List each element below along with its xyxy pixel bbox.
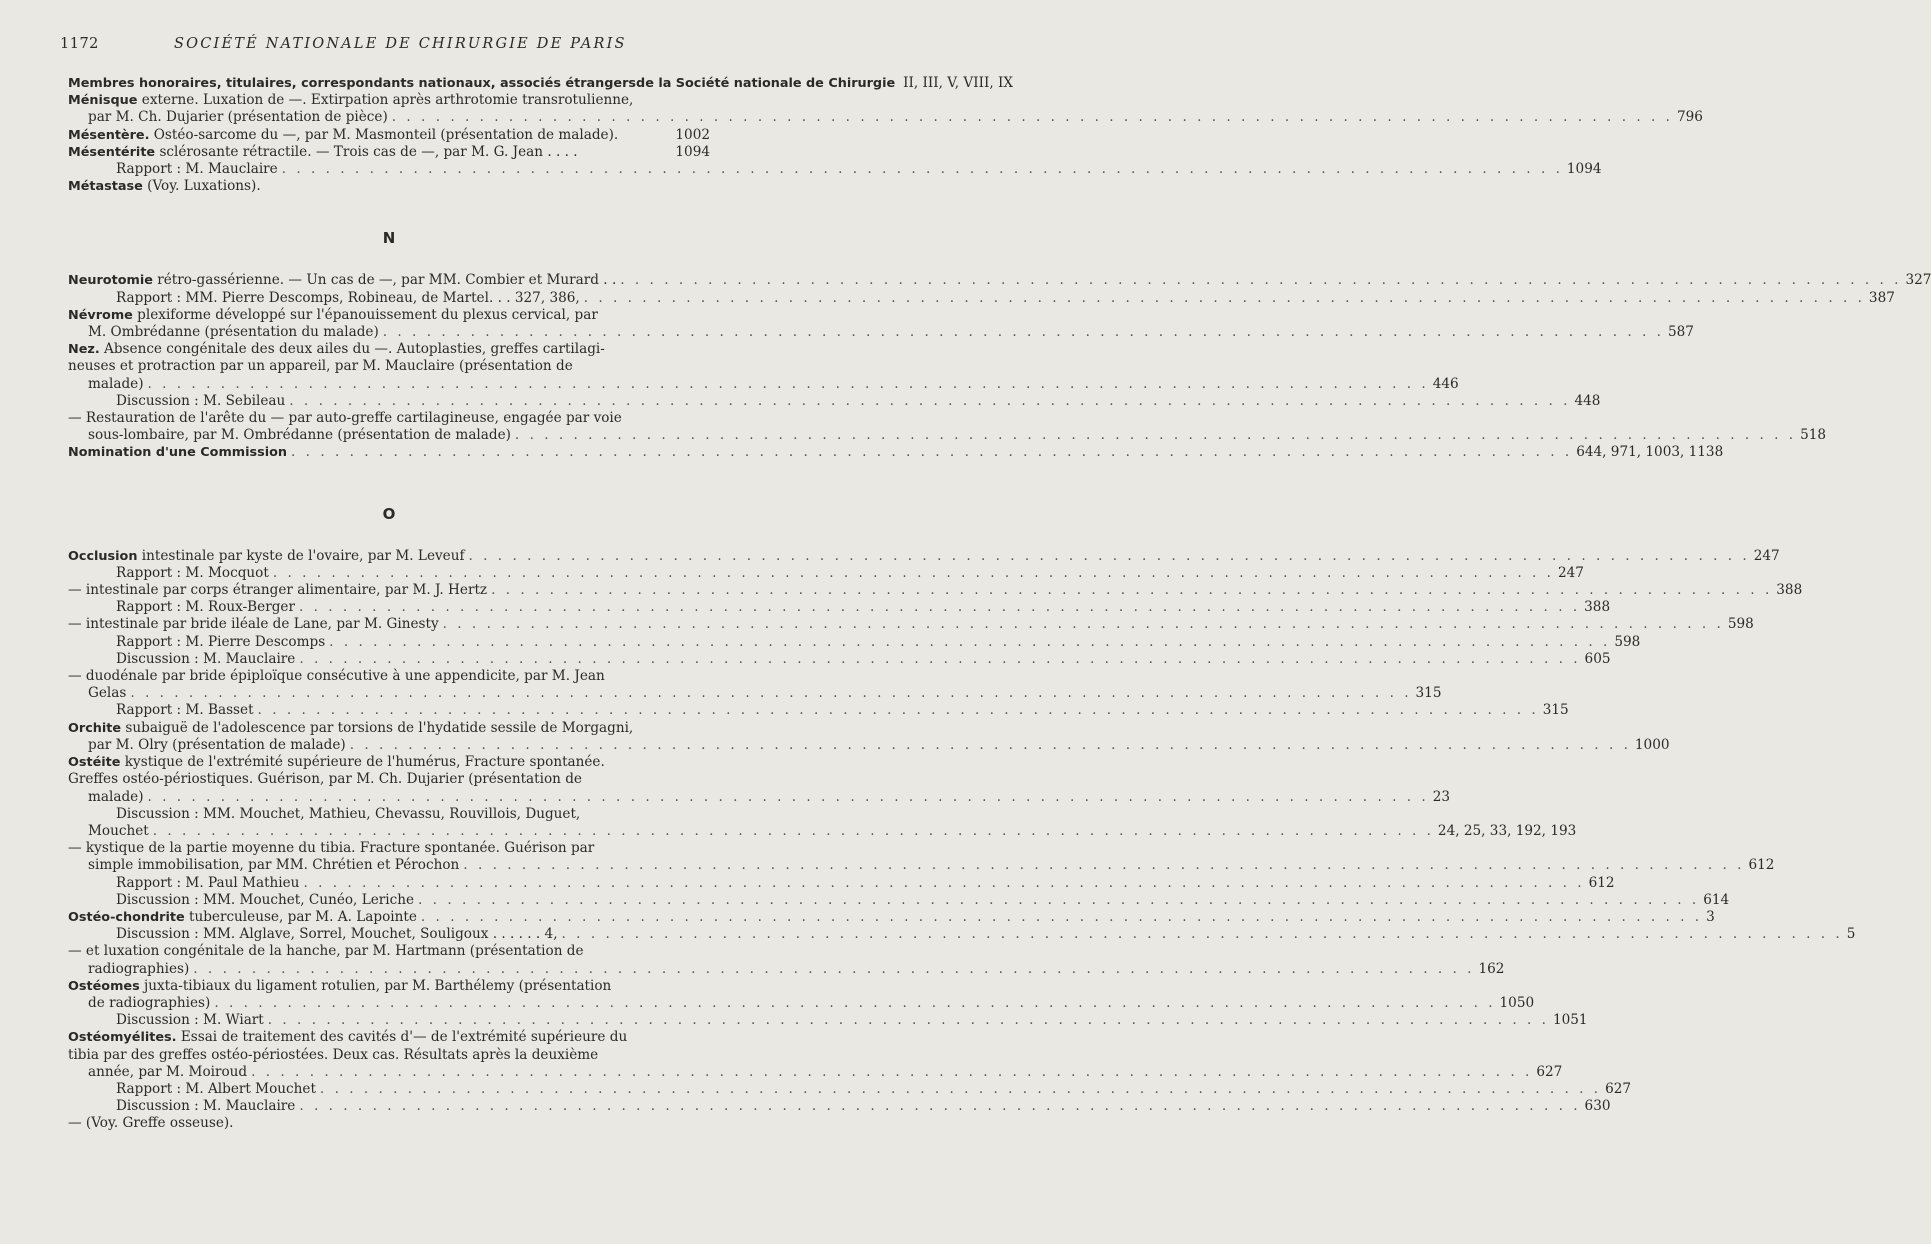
entry-last-line (68, 994, 1535, 1012)
page-refs: 614 (1703, 891, 1730, 908)
entry-heading: Ostéo-chondrite (68, 909, 185, 925)
entry-text (88, 427, 511, 444)
entry-text-body: — intestinale par corps étranger alimentaire, par M. J. Hertz (68, 582, 488, 599)
entry-heading: Mésentérite (68, 144, 156, 160)
entry-text: Absence congénitale des deux ailes du —. Autoplasties, greffes cartilagi- (99, 341, 605, 358)
entry-line: — duodénale par bride épiploïque consécutive à une appendicite, par M. Jean (68, 668, 605, 685)
entry-last-line (116, 633, 1641, 651)
entry-line (68, 1029, 710, 1046)
entry-last-line (116, 926, 1856, 943)
entry-last-line (68, 1115, 710, 1132)
entry-text-body: rétro-gassérienne. — Un cas de —, par MM. Combier et Murard . . (152, 272, 617, 289)
leader-dots (289, 393, 1570, 410)
entry-text-body: Discussion : M. Mauclaire (116, 650, 296, 667)
leader-dots (153, 823, 1434, 840)
section-letter-o: O (382, 504, 396, 523)
entry-last-line (68, 324, 1694, 341)
leader-dots (303, 875, 1584, 892)
page-refs: 5 (1846, 926, 1856, 943)
entry-text-body: Discussion : M. Sebileau (116, 392, 286, 409)
index-entry (68, 977, 1535, 1012)
entry-last-line (68, 822, 1577, 840)
entry-text (88, 789, 144, 806)
entry-heading: Métastase (68, 179, 143, 195)
entry-line: tibia par des greffes ostéo-périostées. Deux cas. Résultats après la deuxième (68, 1046, 599, 1063)
entry-last-line (68, 736, 1670, 754)
entry-text (68, 548, 465, 565)
entry-heading: Mésentère. (68, 127, 150, 143)
entry-text (68, 127, 618, 144)
leader-dots (383, 324, 1664, 341)
entry-text-body: Rapport : M. Paul Mathieu (116, 874, 300, 891)
index-entry (68, 1012, 1588, 1029)
page-refs: 1000 (1634, 736, 1670, 753)
entry-text (116, 926, 558, 943)
entry-line: Discussion : MM. Mouchet, Mathieu, Chevassu, Rouvillois, Duguet, (116, 805, 581, 822)
page-refs: 1094 (675, 143, 710, 160)
entry-text (116, 634, 325, 651)
entry-last-line (68, 75, 1014, 92)
leader-dots (418, 892, 1699, 909)
index-entry (68, 668, 1442, 702)
entry-heading: Membres honoraires, titulaires, correspondants nationaux, associés étrangers (68, 76, 637, 91)
entry-text-body: Mouchet (88, 822, 149, 839)
entry-text (116, 651, 295, 668)
leader-dots (392, 109, 1673, 126)
entry-text-body: sclérosante rétractile. — Trois cas de —, par M. G. Jean . . . . (155, 143, 578, 160)
section-o (68, 547, 1856, 1133)
leader-dots (299, 1098, 1580, 1115)
page-refs: 24, 25, 33, 192, 193 (1437, 822, 1577, 839)
entry-last-line (68, 547, 1780, 565)
entry-text (116, 1012, 264, 1029)
entry-last-line (116, 392, 1601, 410)
index-entry (68, 719, 1670, 754)
page-refs: 315 (1415, 685, 1442, 702)
entry-text-body: Discussion : M. Wiart (116, 1012, 264, 1029)
entry-text-body: malade) (88, 375, 144, 392)
entry-last-line (116, 1080, 1632, 1098)
index-entry (68, 754, 1450, 806)
leader-dots (443, 616, 1724, 633)
entry-text (88, 995, 210, 1012)
entry-text-body: année, par M. Moiroud (88, 1063, 248, 1080)
entry-text-body: Rapport : M. Basset (116, 702, 254, 719)
entry-heading: Occlusion (68, 548, 138, 564)
entry-text (116, 290, 580, 307)
entry-last-line (68, 1063, 1563, 1081)
entry-text-body: M. Ombrédanne (présentation du malade) (88, 324, 379, 341)
entry-text-body: Ostéo-sarcome du —, par M. Masmonteil (présentation de malade). (149, 126, 619, 143)
leader-dots (282, 161, 1563, 178)
page-refs: 1094 (1566, 161, 1602, 178)
leader-dots (291, 444, 1572, 461)
entry-last-line (116, 564, 1584, 582)
leader-dots (421, 909, 1702, 926)
entry-text: Essai de traitement des cavités d'— de l'extrémité supérieure du (176, 1029, 628, 1046)
leader-dots (562, 926, 1843, 943)
entry-text-body: tuberculeuse, par M. A. Lapointe (184, 908, 417, 925)
index-entry (68, 306, 1694, 341)
entry-text-body: (Voy. Luxations). (142, 178, 261, 195)
index-entry (68, 547, 1780, 565)
page-refs: 388 (1584, 599, 1611, 616)
leader-dots (268, 1012, 1549, 1029)
leader-dots (469, 548, 1750, 565)
leader-dots (251, 1064, 1532, 1081)
entry-text (88, 737, 346, 754)
entry-text: kystique de l'extrémité supérieure de l'humérus, Fracture spontanée. (120, 754, 605, 771)
entry-line: — Restauration de l'arête du — par auto-greffe cartilagineuse, engagée par voie (68, 410, 622, 427)
entry-text (88, 823, 149, 840)
index-entry (68, 616, 1754, 633)
page-refs: 612 (1748, 857, 1775, 874)
leader-dots (584, 290, 1865, 307)
leader-dots (130, 685, 1411, 702)
page-refs: 627 (1536, 1063, 1563, 1080)
entry-text-body: — intestinale par bride iléale de Lane, par M. Ginesty (68, 616, 439, 633)
page-number: 1172 (60, 36, 99, 52)
entry-last-line (116, 874, 1615, 892)
index-entry (68, 805, 1577, 840)
entry-text: externe. Luxation de —. Extirpation après arthrotomie transrotulienne, (137, 92, 634, 109)
index-entry (68, 444, 1724, 461)
index-entry (68, 840, 1775, 874)
entry-text (88, 376, 144, 393)
entry-text (88, 109, 388, 126)
entry-text (68, 909, 417, 926)
index-entry (68, 599, 1611, 616)
entry-text-body: sous-lombaire, par M. Ombrédanne (présentation de malade) (88, 427, 511, 444)
leader-dots (258, 702, 1539, 719)
index-entry (68, 582, 1803, 599)
index-entry (68, 702, 1569, 719)
entry-text (116, 702, 254, 719)
index-content (68, 75, 1931, 1133)
page-refs: 387 (1868, 289, 1895, 306)
leader-dots (273, 565, 1554, 582)
entry-heading: Neurotomie (68, 273, 153, 289)
entry-line (68, 307, 710, 324)
leader-dots (515, 427, 1796, 444)
entry-text (116, 1098, 295, 1115)
leader-dots (620, 272, 1901, 289)
entry-text-body: intestinale par kyste de l'ovaire, par M. Leveuf (137, 547, 465, 564)
page-refs: 1051 (1552, 1012, 1588, 1029)
entry-last-line (116, 1012, 1588, 1029)
entry-text-body: de radiographies) (88, 994, 211, 1011)
entry-last-line (68, 908, 1715, 926)
index-entry (68, 272, 1931, 289)
entry-text-body: Rapport : M. Mauclaire (116, 161, 278, 178)
entry-line (68, 720, 710, 737)
leader-dots (320, 1081, 1601, 1098)
section-n (68, 272, 1931, 461)
entry-last-line (68, 375, 1459, 393)
entry-last-line (68, 109, 1703, 126)
entry-text (68, 144, 578, 161)
entry-line: — et luxation congénitale de la hanche, par M. Hartmann (présentation de (68, 943, 584, 960)
index-entry (68, 874, 1615, 892)
index-entry (68, 1080, 1632, 1098)
index-entry (68, 75, 1014, 92)
page-refs: 327 (1905, 272, 1931, 289)
leader-dots (299, 651, 1580, 668)
leader-dots (148, 789, 1429, 806)
page-refs: 644, 971, 1003, 1138 (1576, 444, 1724, 461)
entry-last-line (68, 178, 710, 195)
entry-text: juxta-tibiaux du ligament rotulien, par M. Barthélemy (présentation (139, 977, 612, 994)
index-entry (68, 289, 1895, 307)
page-refs: 612 (1588, 874, 1615, 891)
entry-text-body: Rapport : M. Pierre Descomps (116, 633, 326, 650)
page-refs: II, III, V, VIII, IX (903, 75, 1014, 91)
entry-heading: Ostéomyélites. (68, 1030, 177, 1046)
page-refs: 627 (1605, 1080, 1632, 1097)
entry-text (88, 685, 126, 702)
entry-text (116, 599, 295, 616)
index-entry (68, 891, 1730, 909)
entry-text: plexiforme développé sur l'épanouissement du plexus cervical, par (132, 306, 598, 323)
entry-last-line (68, 427, 1827, 444)
entry-text-body: simple immobilisation, par MM. Chrétien et Pérochon (88, 857, 460, 874)
index-entry (68, 392, 1601, 410)
entry-last-line (68, 272, 1931, 289)
index-entry (68, 564, 1584, 582)
entry-last-line (68, 788, 1450, 806)
entry-last-line (68, 685, 1442, 702)
entry-text-body: radiographies) (88, 960, 190, 977)
index-entry (68, 92, 1703, 126)
entry-text (88, 961, 189, 978)
page-refs: 598 (1614, 633, 1641, 650)
entry-text: subaiguë de l'adolescence par torsions de l'hydatide sessile de Morgagni, (121, 719, 634, 736)
entry-heading: Ménisque (68, 93, 138, 109)
entry-text (88, 324, 379, 341)
entry-text-body: Discussion : M. Mauclaire (116, 1098, 296, 1115)
index-entry (68, 908, 1715, 926)
section-letter-n: N (382, 229, 396, 248)
page-refs: 448 (1574, 392, 1601, 409)
page-refs: 315 (1542, 702, 1569, 719)
index-entry (68, 926, 1856, 943)
entry-last-line (116, 161, 1602, 178)
entry-text-body: Rapport : MM. Pierre Descomps, Robineau, de Martel. . . 327, 386, (116, 289, 580, 306)
entry-heading: Orchite (68, 720, 122, 736)
leader-dots (214, 995, 1495, 1012)
entry-last-line (116, 599, 1611, 616)
entry-line: neuses et protraction par un appareil, par M. Mauclaire (présentation de (68, 358, 573, 375)
leader-dots (329, 634, 1610, 651)
page-refs: 630 (1584, 1098, 1611, 1115)
entry-text (116, 1081, 316, 1098)
entry-heading: Nomination d'une Commission (68, 445, 288, 461)
entry-last-line (68, 857, 1775, 874)
leader-dots (491, 582, 1772, 599)
entry-line (68, 754, 710, 771)
entry-text-body: — (Voy. Greffe osseuse). (68, 1115, 234, 1132)
entry-last-line (68, 616, 1754, 633)
entry-last-line (116, 1098, 1611, 1115)
entry-heading: Ostéite (68, 755, 121, 771)
page-refs: 3 (1706, 908, 1715, 925)
index-entry (68, 410, 1827, 444)
leader-dots (463, 857, 1744, 874)
entry-text (68, 582, 487, 599)
page-refs: 247 (1753, 547, 1780, 564)
index-entry (68, 1115, 710, 1132)
entry-text-body: de la Société nationale de Chirurgie (636, 76, 896, 91)
page-refs: 23 (1432, 788, 1450, 805)
index-entry (68, 161, 1602, 178)
entry-text (68, 444, 287, 461)
page-refs: 1002 (675, 126, 710, 143)
page-refs: 518 (1800, 427, 1827, 444)
entry-text (68, 616, 439, 633)
entry-text-body: Rapport : M. Albert Mouchet (116, 1080, 316, 1097)
index-entry (68, 1029, 1563, 1081)
leader-dots (299, 599, 1580, 616)
entry-text (68, 75, 895, 92)
entry-text (116, 393, 285, 410)
index-entry (68, 633, 1641, 651)
entry-last-line (116, 289, 1895, 307)
entry-text (116, 875, 299, 892)
entry-last-line (68, 444, 1724, 461)
section-m (68, 75, 1703, 195)
entry-line (68, 341, 710, 358)
entry-text-body: par M. Olry (présentation de malade) (88, 736, 346, 753)
index-entry (68, 943, 1505, 977)
entry-last-line (68, 144, 710, 161)
page-refs: 1050 (1499, 994, 1535, 1011)
index-entry (68, 178, 710, 195)
index-entry (68, 144, 710, 161)
page-refs: 605 (1584, 650, 1611, 667)
entry-heading: Ostéomes (68, 978, 140, 994)
page-refs: 162 (1478, 960, 1505, 977)
running-title: SOCIÉTÉ NATIONALE DE CHIRURGIE DE PARIS (174, 36, 627, 52)
entry-text (68, 1115, 234, 1132)
leader-dots (350, 737, 1631, 754)
entry-text (116, 565, 269, 582)
index-entry (68, 1098, 1611, 1115)
page-refs: 587 (1667, 324, 1694, 341)
entry-text-body: par M. Ch. Dujarier (présentation de pièce) (88, 109, 388, 126)
entry-line (68, 978, 710, 995)
entry-text-body: Discussion : MM. Alglave, Sorrel, Mouchet, Souligoux . . . . . . 4, (116, 926, 558, 943)
entry-text-body: Rapport : M. Mocquot (116, 564, 269, 581)
entry-line (68, 92, 710, 109)
entry-text-body: Gelas (88, 685, 127, 702)
entry-last-line (68, 582, 1803, 599)
index-entry (68, 341, 1459, 393)
page-refs: 247 (1558, 564, 1584, 581)
leader-dots (148, 376, 1429, 393)
index-entry (68, 650, 1611, 668)
page-refs: 598 (1727, 616, 1754, 633)
entry-heading: Névrome (68, 307, 133, 323)
page-refs: 796 (1676, 109, 1703, 126)
entry-heading: Nez. (68, 342, 100, 358)
entry-text-body: Rapport : M. Roux-Berger (116, 599, 295, 616)
entry-last-line (68, 127, 710, 144)
entry-text (116, 892, 414, 909)
entry-last-line (116, 702, 1569, 719)
entry-last-line (116, 891, 1730, 909)
entry-line: — kystique de la partie moyenne du tibia. Fracture spontanée. Guérison par (68, 840, 595, 857)
page-refs: 388 (1776, 582, 1803, 599)
index-entry (68, 127, 710, 144)
entry-last-line (68, 960, 1505, 978)
entry-last-line (116, 650, 1611, 668)
entry-text (68, 272, 616, 289)
entry-text (88, 857, 459, 874)
page-refs: 446 (1432, 375, 1459, 392)
leader-dots (193, 961, 1474, 978)
entry-text-body: Discussion : MM. Mouchet, Cunéo, Leriche (116, 891, 415, 908)
entry-line: Greffes ostéo-périostiques. Guérison, par M. Ch. Dujarier (présentation de (68, 771, 582, 788)
entry-text (68, 178, 261, 195)
entry-text (88, 1064, 247, 1081)
entry-text-body: malade) (88, 788, 144, 805)
entry-text (116, 161, 278, 178)
